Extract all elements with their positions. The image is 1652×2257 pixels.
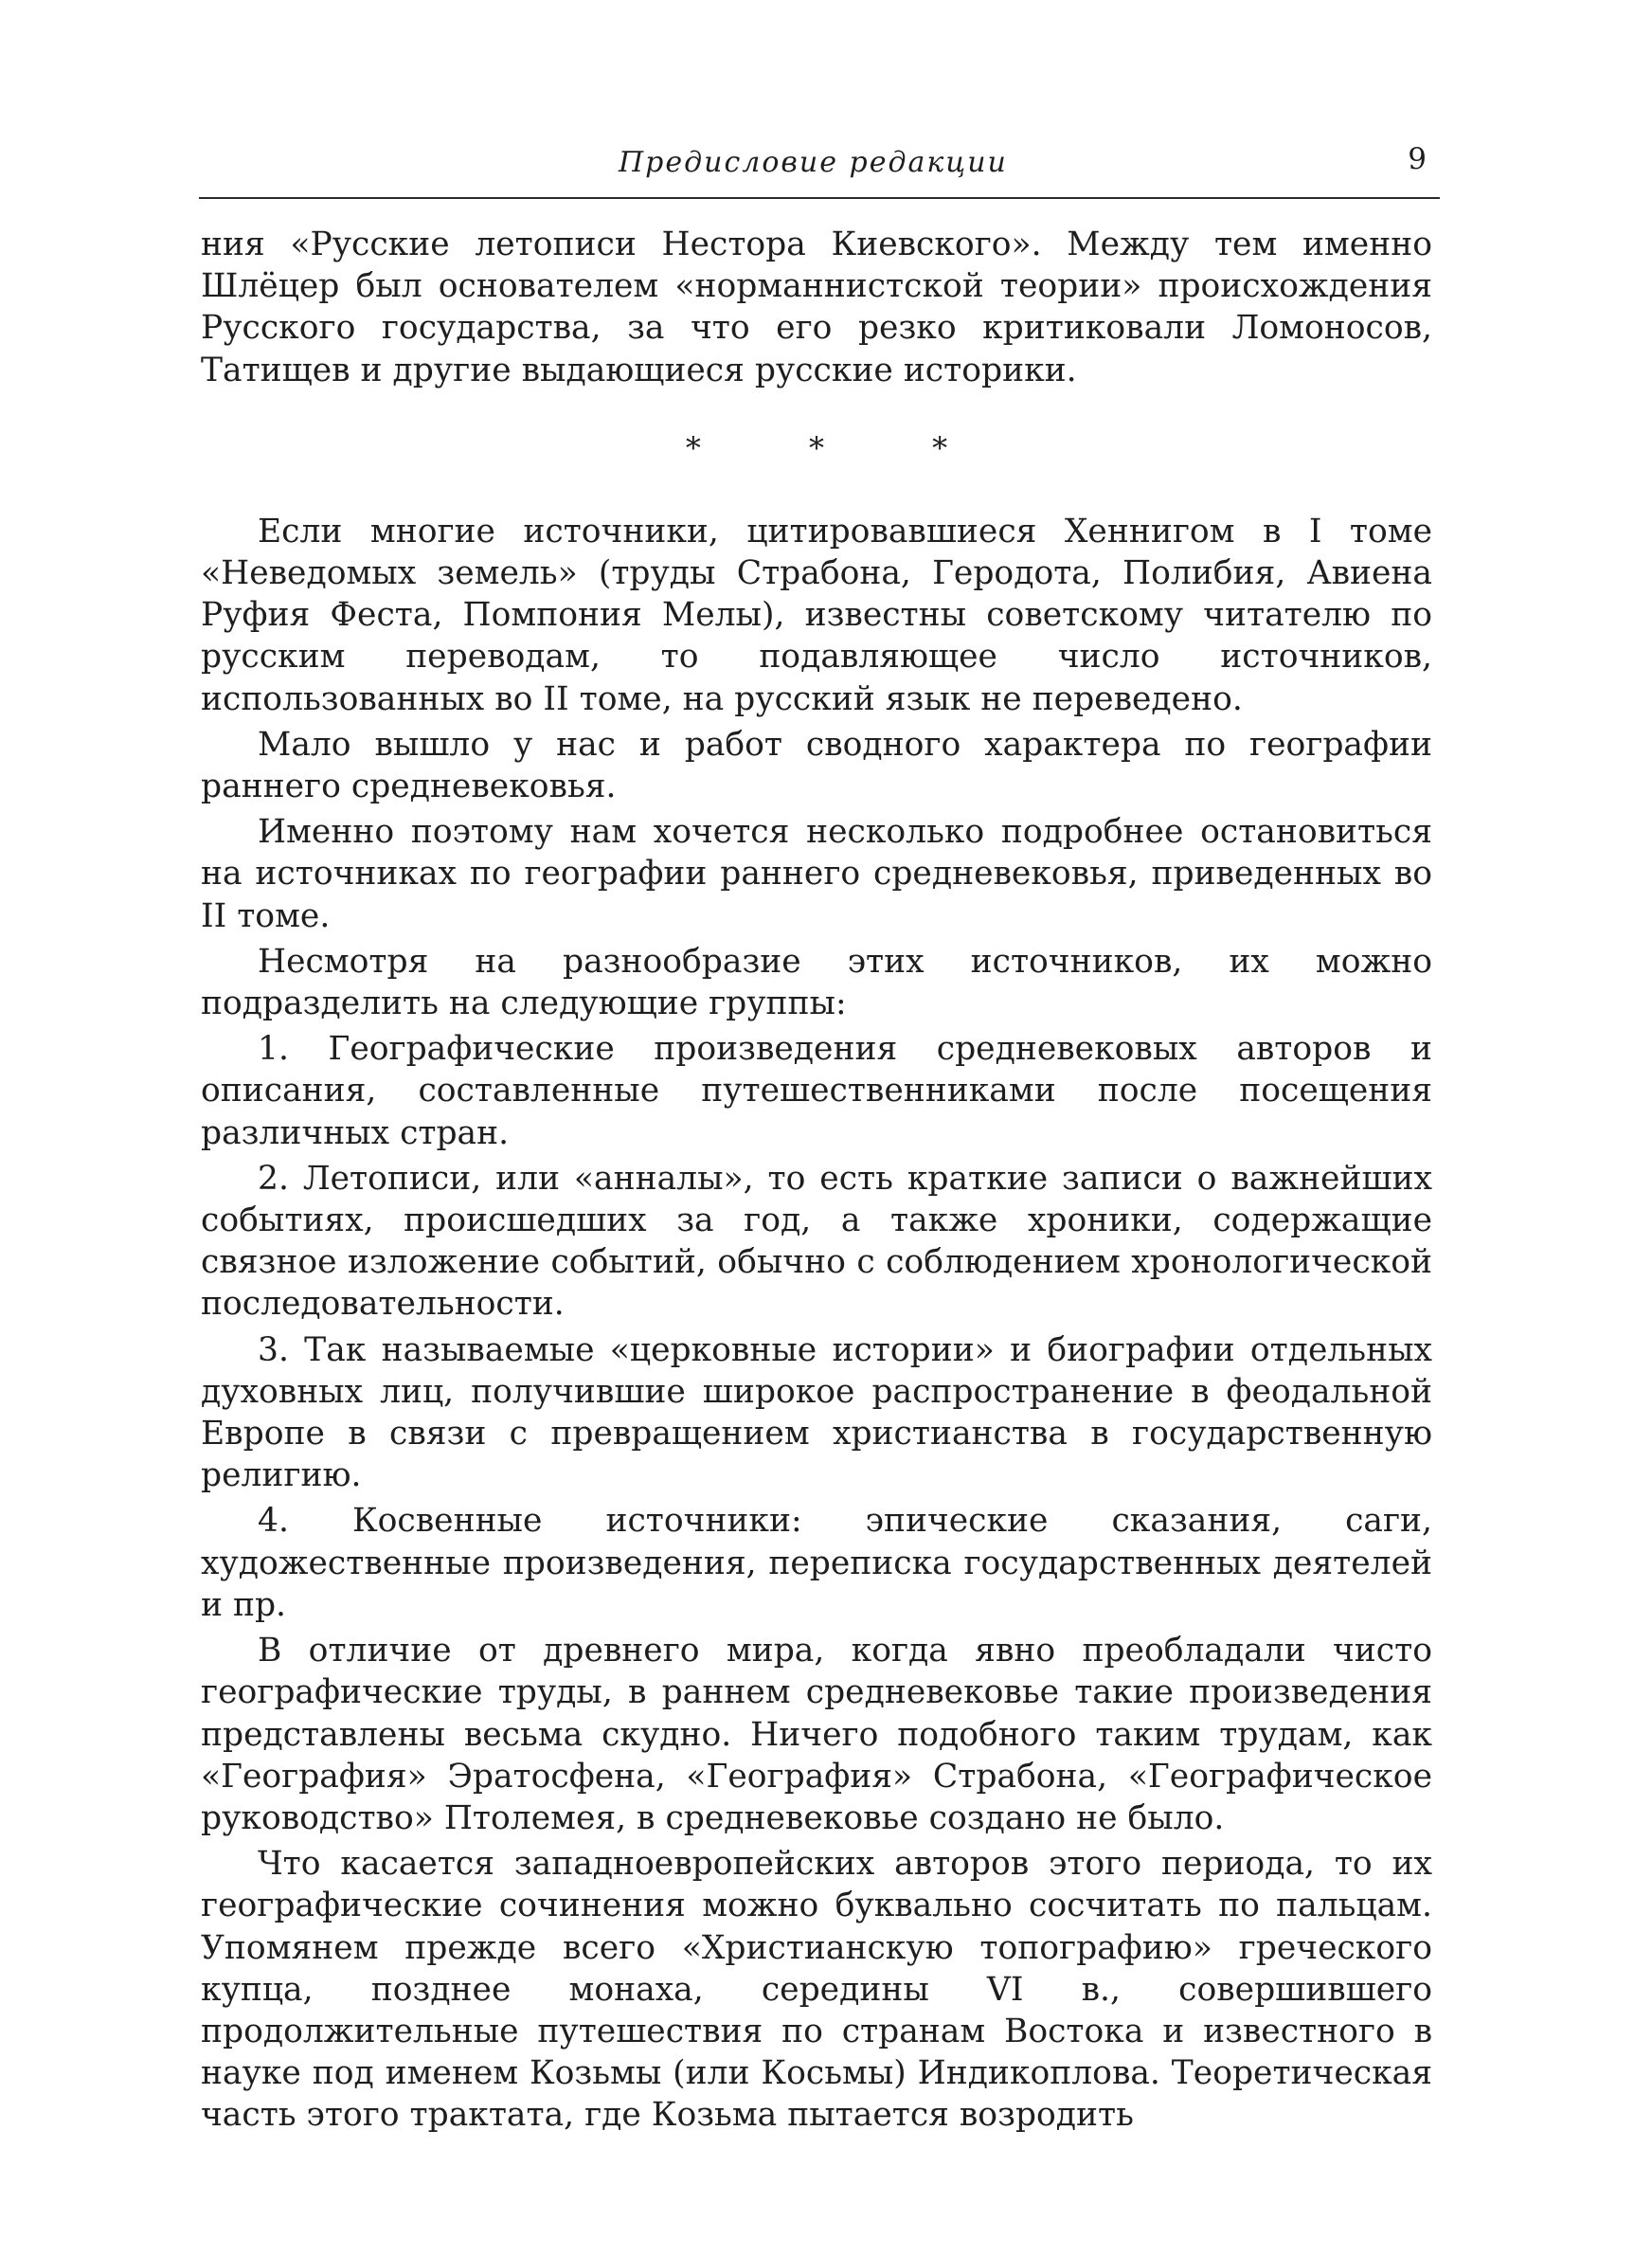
paragraph-western-authors: Что касается западноевропейских авторов этого периода, то их географические сочинения можно буквально сосчитать по пальцам. Упомянем прежде всего «Христианскую топографию» греческого купца, позднее монаха, середины VI в., совершившего продолжительные путешествия по странам Востока и известного в науке под именем Козьмы (или Косьмы) Индикоплова. Теоретическая часть этого трактата, где Козьма пытается возродить [201,1845,1432,2135]
paragraph-sources-translations: Если многие источники, цитировавшиеся Хеннигом в I томе «Неведомых земель» (труды Страбона, Геродота, Полибия, Авиена Руфия Феста, Помпония Мелы), известны советскому читателю по русским переводам, то подавляющее число источников, использованных во II томе, на русский язык не переведено. [201,512,1432,718]
paragraph-summary-works: Мало вышло у нас и работ сводного характера по географии раннего средневековья. [201,725,1432,806]
list-item-group-4: 4. Косвенные источники: эпические сказания, саги, художественные произведения, переписка государственных деятелей и пр. [201,1502,1432,1624]
running-header [199,140,1440,199]
paragraph-purpose: Именно поэтому нам хочется несколько подробнее остановиться на источниках по географии раннего средневековья, приведенных во II томе. [201,813,1432,935]
running-title: Предисловие редакции [619,146,1008,179]
list-item-group-1: 1. Географические произведения средневековых авторов и описания, составленные путешественниками после посещения различных стран. [201,1030,1432,1152]
text-column [201,224,1432,2137]
paragraph-groups-intro: Несмотря на разнообразие этих источников, их можно подразделить на следующие группы: [201,942,1432,1023]
list-item-group-2: 2. Летописи, или «анналы», то есть краткие записи о важнейших событиях, происшедших за год, а также хроники, содержащие связное изложение событий, обычно с соблюдением хронологической последовательности. [201,1159,1432,1324]
continuation-paragraph: ния «Русские летописи Нестора Киевского». Между тем именно Шлёцер был основателем «норманнистской теории» происхождения Русского государства, за что его резко критиковали Ломоносов, Татищев и другие выдающиеся русские историки. [201,226,1432,389]
section-break-asterisks: * * * [685,429,997,466]
page-number: 9 [1408,142,1427,176]
list-item-group-3: 3. Так называемые «церковные истории» и биографии отдельных духовных лиц, получившие широкое распространение в феодальной Европе в связи с превращением христианства в государственную религию. [201,1330,1432,1495]
paragraph-ancient-vs-medieval: В отличие от древнего мира, когда явно преобладали чисто географические труды, в раннем средневековье такие произведения представлены весьма скудно. Ничего подобного таким трудам, как «География» Эратосфена, «География» Страбона, «Географическое руководство» Птолемея, в средневековье создано не было. [201,1632,1432,1837]
